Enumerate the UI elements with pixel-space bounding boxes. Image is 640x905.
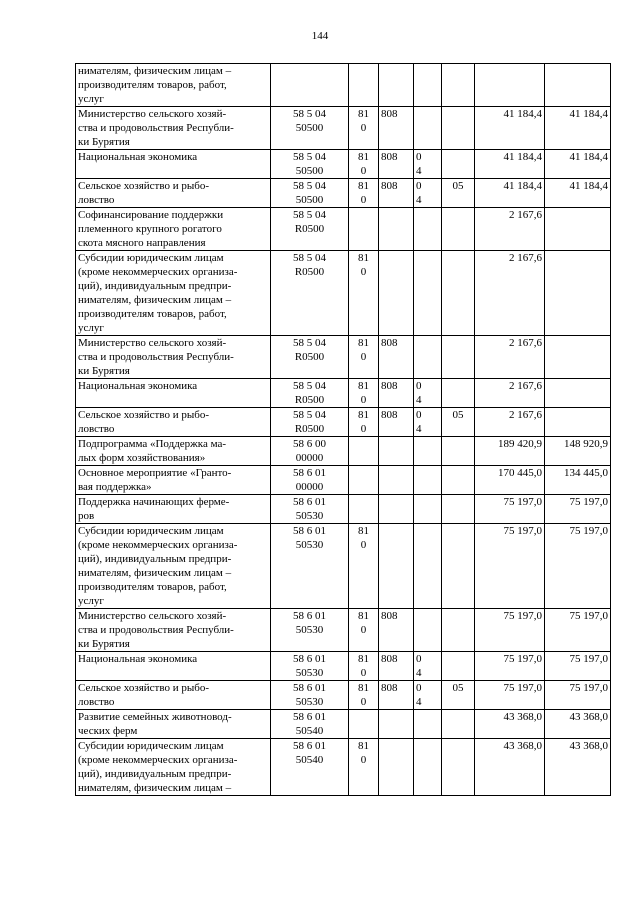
ministry-code-cell: 808 [379, 408, 414, 437]
amount-year1-cell: 43 368,0 [475, 739, 545, 796]
expense-type-cell [349, 495, 379, 524]
amount-year2-cell: 75 197,0 [545, 681, 611, 710]
target-code-cell: 58 5 04 50500 [271, 179, 349, 208]
amount-year1-cell [475, 64, 545, 107]
section-cell [414, 251, 442, 336]
expense-type-cell: 81 0 [349, 739, 379, 796]
target-code-cell: 58 6 01 00000 [271, 466, 349, 495]
amount-year1-cell: 75 197,0 [475, 652, 545, 681]
target-code-cell: 58 5 04 R0500 [271, 336, 349, 379]
item-name-cell: Поддержка начинающих фермe- ров [76, 495, 271, 524]
section-cell: 0 4 [414, 681, 442, 710]
item-name-cell: Субсидии юридическим лицам (кроме некоммерческих организа- ций), индивидуальным предпри- нимателям, физическим лицам – производителям товаров, работ, услуг [76, 524, 271, 609]
target-code-cell: 58 6 01 50530 [271, 652, 349, 681]
amount-year2-cell: 41 184,4 [545, 107, 611, 150]
ministry-code-cell [379, 208, 414, 251]
amount-year1-cell: 75 197,0 [475, 681, 545, 710]
amount-year1-cell: 43 368,0 [475, 710, 545, 739]
expense-type-cell [349, 466, 379, 495]
expense-type-cell: 81 0 [349, 336, 379, 379]
amount-year2-cell: 75 197,0 [545, 524, 611, 609]
target-code-cell: 58 6 01 50540 [271, 739, 349, 796]
item-name-cell: Министерство сельского хозяй- ства и продовольствия Республи- ки Бурятия [76, 107, 271, 150]
section-cell [414, 739, 442, 796]
item-name-cell: Сельское хозяйство и рыбо- ловство [76, 408, 271, 437]
table-row [76, 609, 611, 652]
target-code-cell: 58 6 01 50530 [271, 609, 349, 652]
target-code-cell: 58 5 04 R0500 [271, 208, 349, 251]
amount-year2-cell: 75 197,0 [545, 609, 611, 652]
item-name-cell: Национальная экономика [76, 150, 271, 179]
amount-year1-cell: 75 197,0 [475, 524, 545, 609]
expense-type-cell: 81 0 [349, 408, 379, 437]
target-code-cell: 58 6 00 00000 [271, 437, 349, 466]
amount-year1-cell: 75 197,0 [475, 609, 545, 652]
amount-year2-cell [545, 379, 611, 408]
subsection-cell [442, 64, 475, 107]
item-name-cell: Министерство сельского хозяй- ства и продовольствия Республи- ки Бурятия [76, 609, 271, 652]
page-number: 144 [311, 30, 329, 42]
expense-type-cell: 81 0 [349, 150, 379, 179]
expense-type-cell: 81 0 [349, 652, 379, 681]
expense-type-cell [349, 710, 379, 739]
subsection-cell [442, 379, 475, 408]
item-name-cell: Министерство сельского хозяй- ства и продовольствия Республи- ки Бурятия [76, 336, 271, 379]
section-cell: 0 4 [414, 652, 442, 681]
amount-year1-cell: 2 167,6 [475, 408, 545, 437]
amount-year1-cell: 2 167,6 [475, 208, 545, 251]
section-cell [414, 609, 442, 652]
target-code-cell [271, 64, 349, 107]
target-code-cell: 58 6 01 50530 [271, 524, 349, 609]
amount-year2-cell: 43 368,0 [545, 710, 611, 739]
expense-type-cell [349, 64, 379, 107]
subsection-cell [442, 495, 475, 524]
table-row [76, 652, 611, 681]
amount-year1-cell: 2 167,6 [475, 336, 545, 379]
subsection-cell [442, 437, 475, 466]
amount-year2-cell [545, 408, 611, 437]
table-row [76, 739, 611, 796]
section-cell [414, 710, 442, 739]
amount-year1-cell: 41 184,4 [475, 107, 545, 150]
subsection-cell: 05 [442, 681, 475, 710]
table-row [76, 466, 611, 495]
target-code-cell: 58 6 01 50530 [271, 681, 349, 710]
budget-table [75, 63, 611, 796]
item-name-cell: нимателям, физическим лицам – производителям товаров, работ, услуг [76, 64, 271, 107]
amount-year2-cell: 134 445,0 [545, 466, 611, 495]
subsection-cell [442, 466, 475, 495]
item-name-cell: Национальная экономика [76, 652, 271, 681]
table-row [76, 150, 611, 179]
target-code-cell: 58 5 04 R0500 [271, 379, 349, 408]
target-code-cell: 58 5 04 50500 [271, 150, 349, 179]
amount-year1-cell: 2 167,6 [475, 379, 545, 408]
table-row [76, 524, 611, 609]
amount-year1-cell: 170 445,0 [475, 466, 545, 495]
subsection-cell [442, 739, 475, 796]
table-row [76, 495, 611, 524]
section-cell: 0 4 [414, 379, 442, 408]
amount-year2-cell: 41 184,4 [545, 150, 611, 179]
item-name-cell: Подпрограмма «Поддержка ма- лых форм хозяйствования» [76, 437, 271, 466]
table-row [76, 179, 611, 208]
table-row [76, 437, 611, 466]
amount-year2-cell [545, 251, 611, 336]
subsection-cell [442, 208, 475, 251]
section-cell [414, 437, 442, 466]
subsection-cell [442, 524, 475, 609]
item-name-cell: Сельское хозяйство и рыбо- ловство [76, 681, 271, 710]
ministry-code-cell [379, 524, 414, 609]
expense-type-cell: 81 0 [349, 179, 379, 208]
ministry-code-cell [379, 495, 414, 524]
subsection-cell [442, 107, 475, 150]
section-cell [414, 524, 442, 609]
item-name-cell: Субсидии юридическим лицам (кроме некоммерческих организа- ций), индивидуальным предпри- нимателям, физическим лицам – производителям товаров, работ, услуг [76, 251, 271, 336]
amount-year2-cell: 41 184,4 [545, 179, 611, 208]
amount-year2-cell [545, 336, 611, 379]
ministry-code-cell: 808 [379, 179, 414, 208]
section-cell [414, 107, 442, 150]
table-row [76, 251, 611, 336]
ministry-code-cell: 808 [379, 681, 414, 710]
target-code-cell: 58 5 04 50500 [271, 107, 349, 150]
table-row [76, 208, 611, 251]
item-name-cell: Основное мероприятие «Гранто- вая поддержка» [76, 466, 271, 495]
section-cell [414, 466, 442, 495]
section-cell [414, 208, 442, 251]
expense-type-cell: 81 0 [349, 524, 379, 609]
expense-type-cell: 81 0 [349, 251, 379, 336]
section-cell: 0 4 [414, 150, 442, 179]
item-name-cell: Субсидии юридическим лицам (кроме некоммерческих организа- ций), индивидуальным предпри- нимателям, физическим лицам – [76, 739, 271, 796]
table-row [76, 379, 611, 408]
item-name-cell: Национальная экономика [76, 379, 271, 408]
amount-year1-cell: 75 197,0 [475, 495, 545, 524]
ministry-code-cell [379, 64, 414, 107]
subsection-cell [442, 609, 475, 652]
ministry-code-cell: 808 [379, 107, 414, 150]
ministry-code-cell [379, 251, 414, 336]
subsection-cell: 05 [442, 179, 475, 208]
amount-year2-cell [545, 208, 611, 251]
section-cell [414, 495, 442, 524]
table-row [76, 64, 611, 107]
subsection-cell [442, 251, 475, 336]
subsection-cell [442, 150, 475, 179]
amount-year2-cell: 43 368,0 [545, 739, 611, 796]
item-name-cell: Сельское хозяйство и рыбо- ловство [76, 179, 271, 208]
table-row [76, 681, 611, 710]
expense-type-cell: 81 0 [349, 107, 379, 150]
expense-type-cell [349, 437, 379, 466]
ministry-code-cell: 808 [379, 652, 414, 681]
ministry-code-cell: 808 [379, 336, 414, 379]
amount-year1-cell: 2 167,6 [475, 251, 545, 336]
amount-year1-cell: 41 184,4 [475, 150, 545, 179]
ministry-code-cell: 808 [379, 150, 414, 179]
ministry-code-cell [379, 466, 414, 495]
amount-year2-cell: 75 197,0 [545, 652, 611, 681]
amount-year1-cell: 41 184,4 [475, 179, 545, 208]
section-cell: 0 4 [414, 408, 442, 437]
item-name-cell: Софинансирование поддержки племенного крупного рогатого скота мясного направления [76, 208, 271, 251]
section-cell: 0 4 [414, 179, 442, 208]
table-body [76, 64, 611, 796]
target-code-cell: 58 5 04 R0500 [271, 408, 349, 437]
subsection-cell [442, 710, 475, 739]
amount-year2-cell: 148 920,9 [545, 437, 611, 466]
section-cell [414, 336, 442, 379]
table-row [76, 336, 611, 379]
ministry-code-cell [379, 710, 414, 739]
amount-year1-cell: 189 420,9 [475, 437, 545, 466]
expense-type-cell [349, 208, 379, 251]
expense-type-cell: 81 0 [349, 609, 379, 652]
ministry-code-cell [379, 437, 414, 466]
table-row [76, 408, 611, 437]
table-row [76, 107, 611, 150]
table-row [76, 710, 611, 739]
ministry-code-cell: 808 [379, 379, 414, 408]
subsection-cell [442, 652, 475, 681]
amount-year2-cell: 75 197,0 [545, 495, 611, 524]
ministry-code-cell: 808 [379, 609, 414, 652]
ministry-code-cell [379, 739, 414, 796]
subsection-cell: 05 [442, 408, 475, 437]
target-code-cell: 58 5 04 R0500 [271, 251, 349, 336]
section-cell [414, 64, 442, 107]
amount-year2-cell [545, 64, 611, 107]
target-code-cell: 58 6 01 50540 [271, 710, 349, 739]
subsection-cell [442, 336, 475, 379]
target-code-cell: 58 6 01 50530 [271, 495, 349, 524]
expense-type-cell: 81 0 [349, 681, 379, 710]
item-name-cell: Развитие семейных животновод- ческих ферм [76, 710, 271, 739]
expense-type-cell: 81 0 [349, 379, 379, 408]
